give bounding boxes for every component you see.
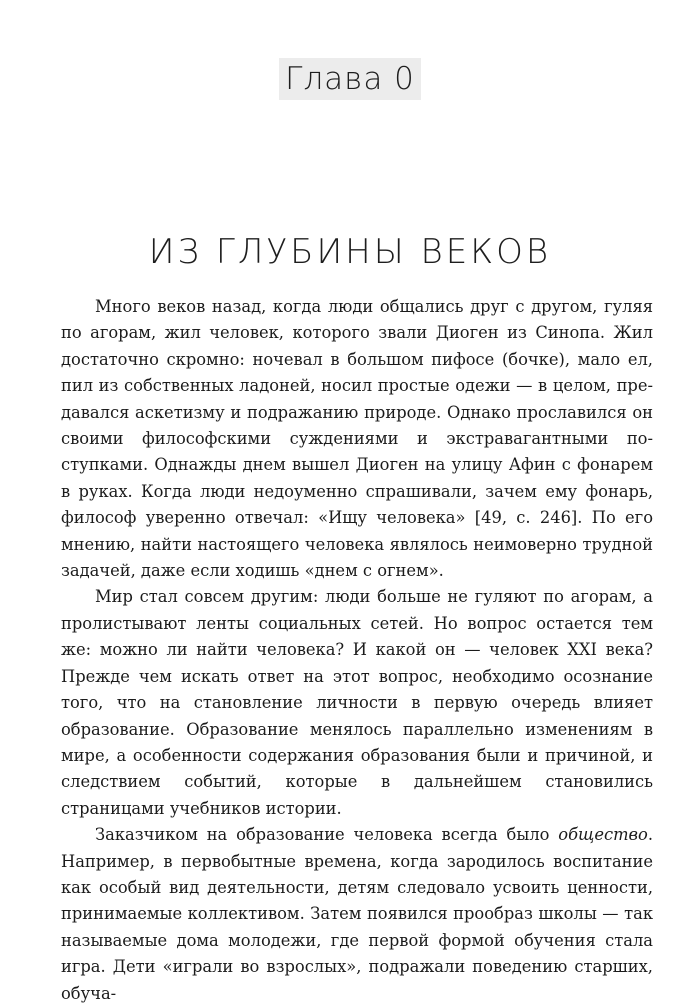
- chapter-title: ИЗ ГЛУБИНЫ ВЕКОВ: [148, 232, 552, 272]
- paragraph-3-text-before: Заказчиком на образование человека всегда было: [95, 825, 559, 845]
- chapter-body: [61, 294, 653, 1007]
- paragraph-1: Много веков назад, когда люди общались друг с другом, гуляя по агорам, жил человек, которого звали Диоген из Синопа. Жил достаточно скромно: ночевал в большом пифосе (бочке), мало ел, пил из собственных ладоней, носил простые одежи — в целом, предавался аскетизму и подражанию природе. Однако прославился он своими философскими суждениями и экстравагантными поступками. Однажды днем вышел Диоген на улицу Афин с фонарем в руках. Когда люди недоуменно спрашивали, зачем ему фонарь, философ уверенно отвечал: «Ищу человека» [49, с. 246]. По его мнению, найти настоящего человека являлось неимоверно трудной задачей, даже если ходишь «днем с огнем».: [61, 297, 653, 581]
- paragraph-3: [61, 822, 653, 1007]
- paragraph-3-emphasis: общество: [558, 825, 648, 845]
- paragraph-2: Мир стал совсем другим: люди больше не гуляют по агорам, а пролистывают ленты социальных сетей. Но вопрос остается тем же: можно ли найти человека? И какой он — человек XXI века? Прежде чем искать ответ на этот вопрос, необходимо осознание того, что на становление личности в первую очередь влияет образование. Образование менялось параллельно изменениям в мире, а особенности содержания образования были и причиной, и следствием событий, которые в дальнейшем становились страницами учебников истории.: [61, 587, 653, 818]
- chapter-number: Глава 0: [279, 58, 421, 100]
- paragraph-3-text-after: . Например, в первобытные времена, когда зародилось воспитание как особый вид деятельности, детям следовало усвоить ценности, принимаемые коллективом. Затем появился прообраз школы — так называемые дома молодежи, где первой формой обучения стала игра. Дети «играли во взрослых», подражали поведению старших, обуча-: [61, 825, 653, 1003]
- chapter-label: [0, 58, 700, 100]
